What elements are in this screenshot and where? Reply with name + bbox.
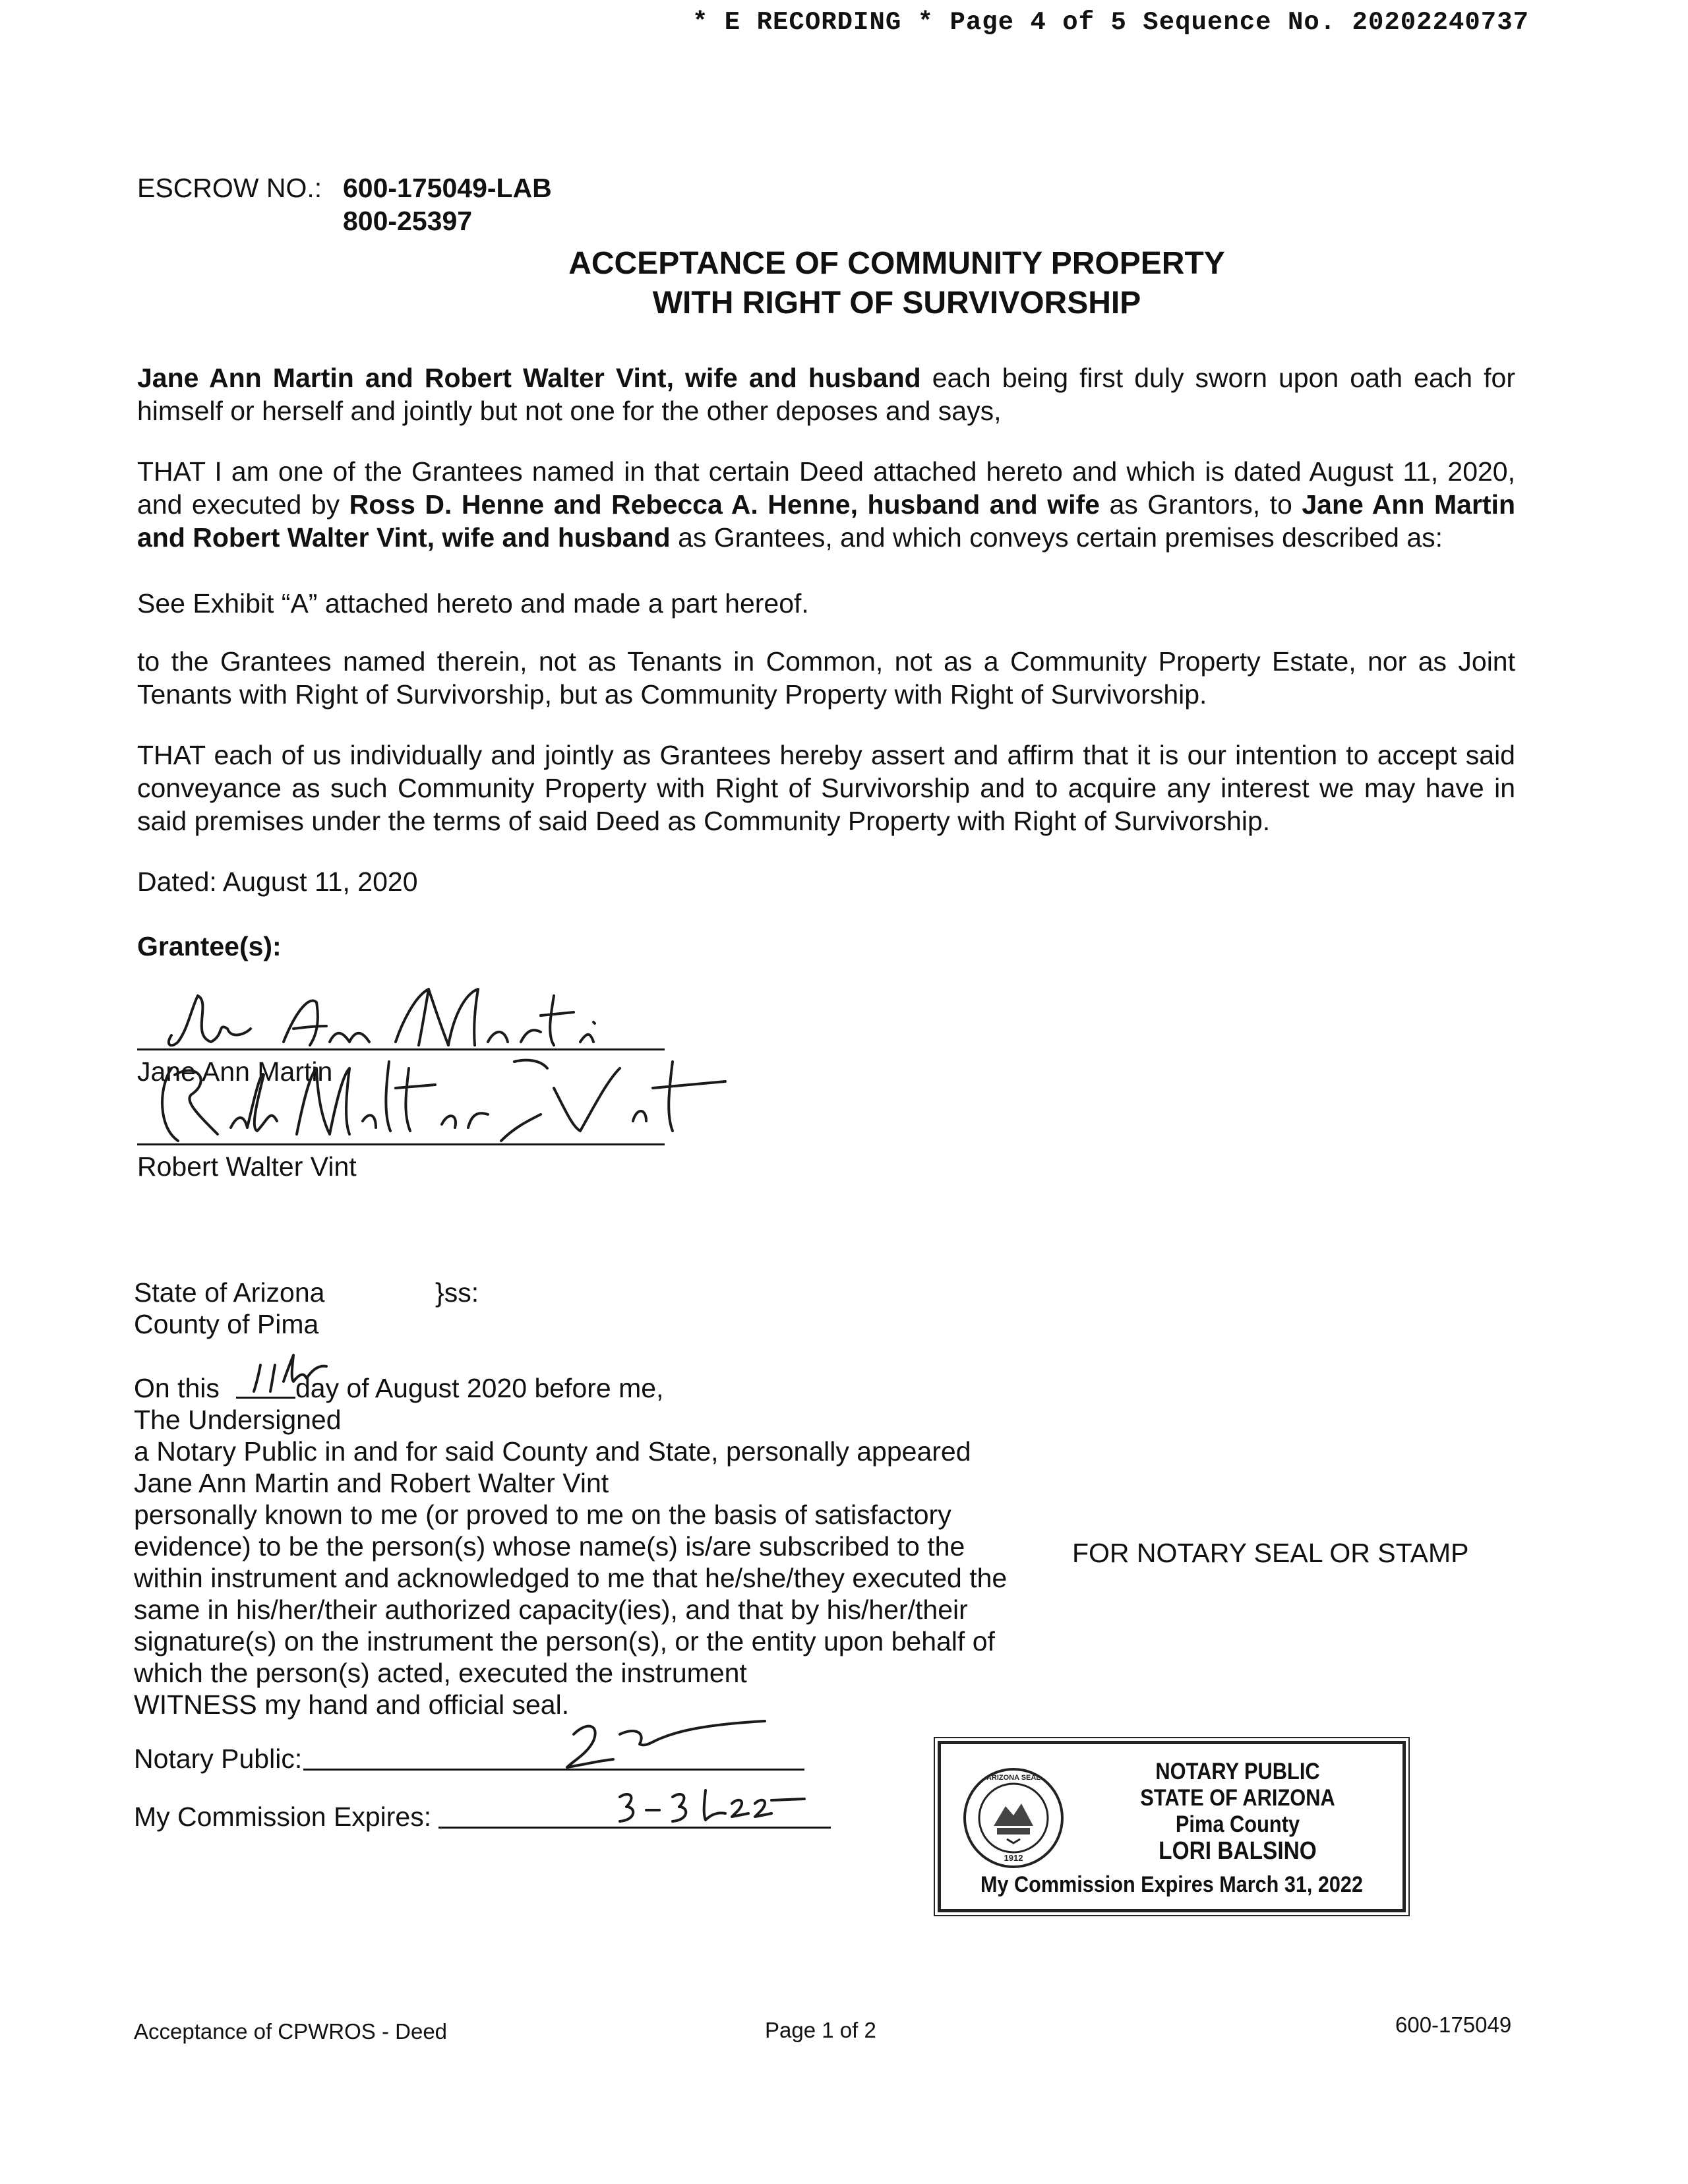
- stamp-county: Pima County: [1175, 1811, 1300, 1837]
- intention-paragraph: THAT each of us individually and jointly as Grantees hereby assert and affirm that it is our intention to accept said conveyance as such Community Property with Right of Survivorship and to acquire any interest we may have in said premises under the terms of said Deed as Community Property with Right of Survivorship.: [137, 740, 1515, 836]
- signer-name-2: Robert Walter Vint: [137, 1151, 357, 1182]
- footer-escrow-number: 600-175049: [1395, 2013, 1512, 2037]
- notary-line-d: evidence) to be the person(s) whose name(s) is/are subscribed to the: [134, 1531, 965, 1562]
- footer-document-name: Acceptance of CPWROS - Deed: [134, 2019, 448, 2044]
- notary-public-label: Notary Public:: [134, 1744, 303, 1774]
- svg-text:1912: 1912: [1004, 1853, 1023, 1863]
- grantees-label: Grantee(s):: [137, 931, 282, 961]
- on-this-label: On this: [134, 1373, 220, 1403]
- arizona-state-seal-icon: [961, 1765, 1066, 1871]
- intro-parties: Jane Ann Martin and Robert Walter Vint, wife and husband: [137, 363, 921, 393]
- grantors-names: Ross D. Henne and Rebecca A. Henne, husband and wife: [349, 489, 1100, 520]
- day-rest-text: day of August 2020 before me,: [295, 1373, 664, 1403]
- notary-stamp: [938, 1741, 1406, 1912]
- grantee-text-c: as Grantees, and which conveys certain premises described as:: [670, 522, 1443, 553]
- document-title-line-2: WITH RIGHT OF SURVIVORSHIP: [652, 286, 1141, 320]
- venue-county: County of Pima: [134, 1309, 319, 1339]
- tenancy-paragraph: to the Grantees named therein, not as Tenants in Common, not as a Community Property Estate, nor as Joint Tenants with Right of Survivorship, but as Community Property with Right of Survivorship.: [137, 646, 1515, 710]
- grantee-text-b: as Grantors, to: [1099, 489, 1302, 520]
- grantee-text-a: THAT I am one of the Grantees named in that certain Deed attached hereto and which is dated August 11, 2020, and executed by: [137, 456, 1515, 520]
- notary-line-a: a Notary Public in and for said County and State, personally appeared: [134, 1436, 971, 1467]
- signer-name-1: Jane Ann Martin: [137, 1056, 333, 1087]
- notary-line-e: within instrument and acknowledged to me that he/she/they executed the: [134, 1563, 1008, 1593]
- commission-expires-label: My Commission Expires:: [134, 1802, 432, 1832]
- venue-state: State of Arizona: [134, 1277, 325, 1308]
- recording-header: * E RECORDING * Page 4 of 5 Sequence No. 20202240737: [692, 8, 1529, 37]
- notary-line-h: which the person(s) acted, executed the instrument: [134, 1658, 747, 1688]
- stamp-notary-public: NOTARY PUBLIC: [1155, 1759, 1320, 1784]
- svg-text:ARIZONA SEAL: ARIZONA SEAL: [986, 1774, 1041, 1782]
- escrow-number-1: 600-175049-LAB: [343, 173, 552, 203]
- signature-robert-walter-vint: [145, 1048, 738, 1174]
- intro-text: each being first duly sworn upon oath each for himself or herself and jointly but not one for the other deposes and says,: [137, 363, 1515, 426]
- stamp-notary-name: LORI BALSINO: [1159, 1837, 1317, 1865]
- grantees-names: Jane Ann Martin and Robert Walter Vint, wife and husband: [137, 489, 1515, 553]
- notary-line-f: same in his/her/their authorized capacity(ies), and that by his/her/their: [134, 1594, 968, 1625]
- notary-line-b: Jane Ann Martin and Robert Walter Vint: [134, 1468, 609, 1498]
- venue-ss: }ss:: [435, 1277, 479, 1308]
- notary-line-i: WITNESS my hand and official seal.: [134, 1689, 570, 1720]
- notary-line-c: personally known to me (or proved to me on the basis of satisfactory: [134, 1500, 951, 1530]
- footer-page-number: Page 1 of 2: [765, 2018, 876, 2042]
- grantee-paragraph: [137, 455, 1515, 554]
- stamp-state: STATE OF ARIZONA: [1140, 1785, 1335, 1811]
- notary-signature: [547, 1708, 798, 1780]
- undersigned-label: The Undersigned: [134, 1405, 342, 1435]
- exhibit-reference: See Exhibit “A” attached hereto and made a part hereof.: [137, 588, 809, 619]
- seal-placeholder-label: FOR NOTARY SEAL OR STAMP: [1072, 1538, 1469, 1568]
- escrow-number-2: 800-25397: [343, 206, 473, 236]
- dated-line: Dated: August 11, 2020: [137, 866, 418, 897]
- escrow-label: ESCROW NO.:: [137, 173, 322, 203]
- stamp-commission-expires: My Commission Expires March 31, 2022: [980, 1872, 1363, 1897]
- commission-date-handwritten: [607, 1780, 818, 1833]
- document-title-line-1: ACCEPTANCE OF COMMUNITY PROPERTY: [568, 246, 1225, 281]
- intro-paragraph: [137, 361, 1515, 427]
- notary-line-g: signature(s) on the instrument the person(s), or the entity upon behalf of: [134, 1626, 995, 1656]
